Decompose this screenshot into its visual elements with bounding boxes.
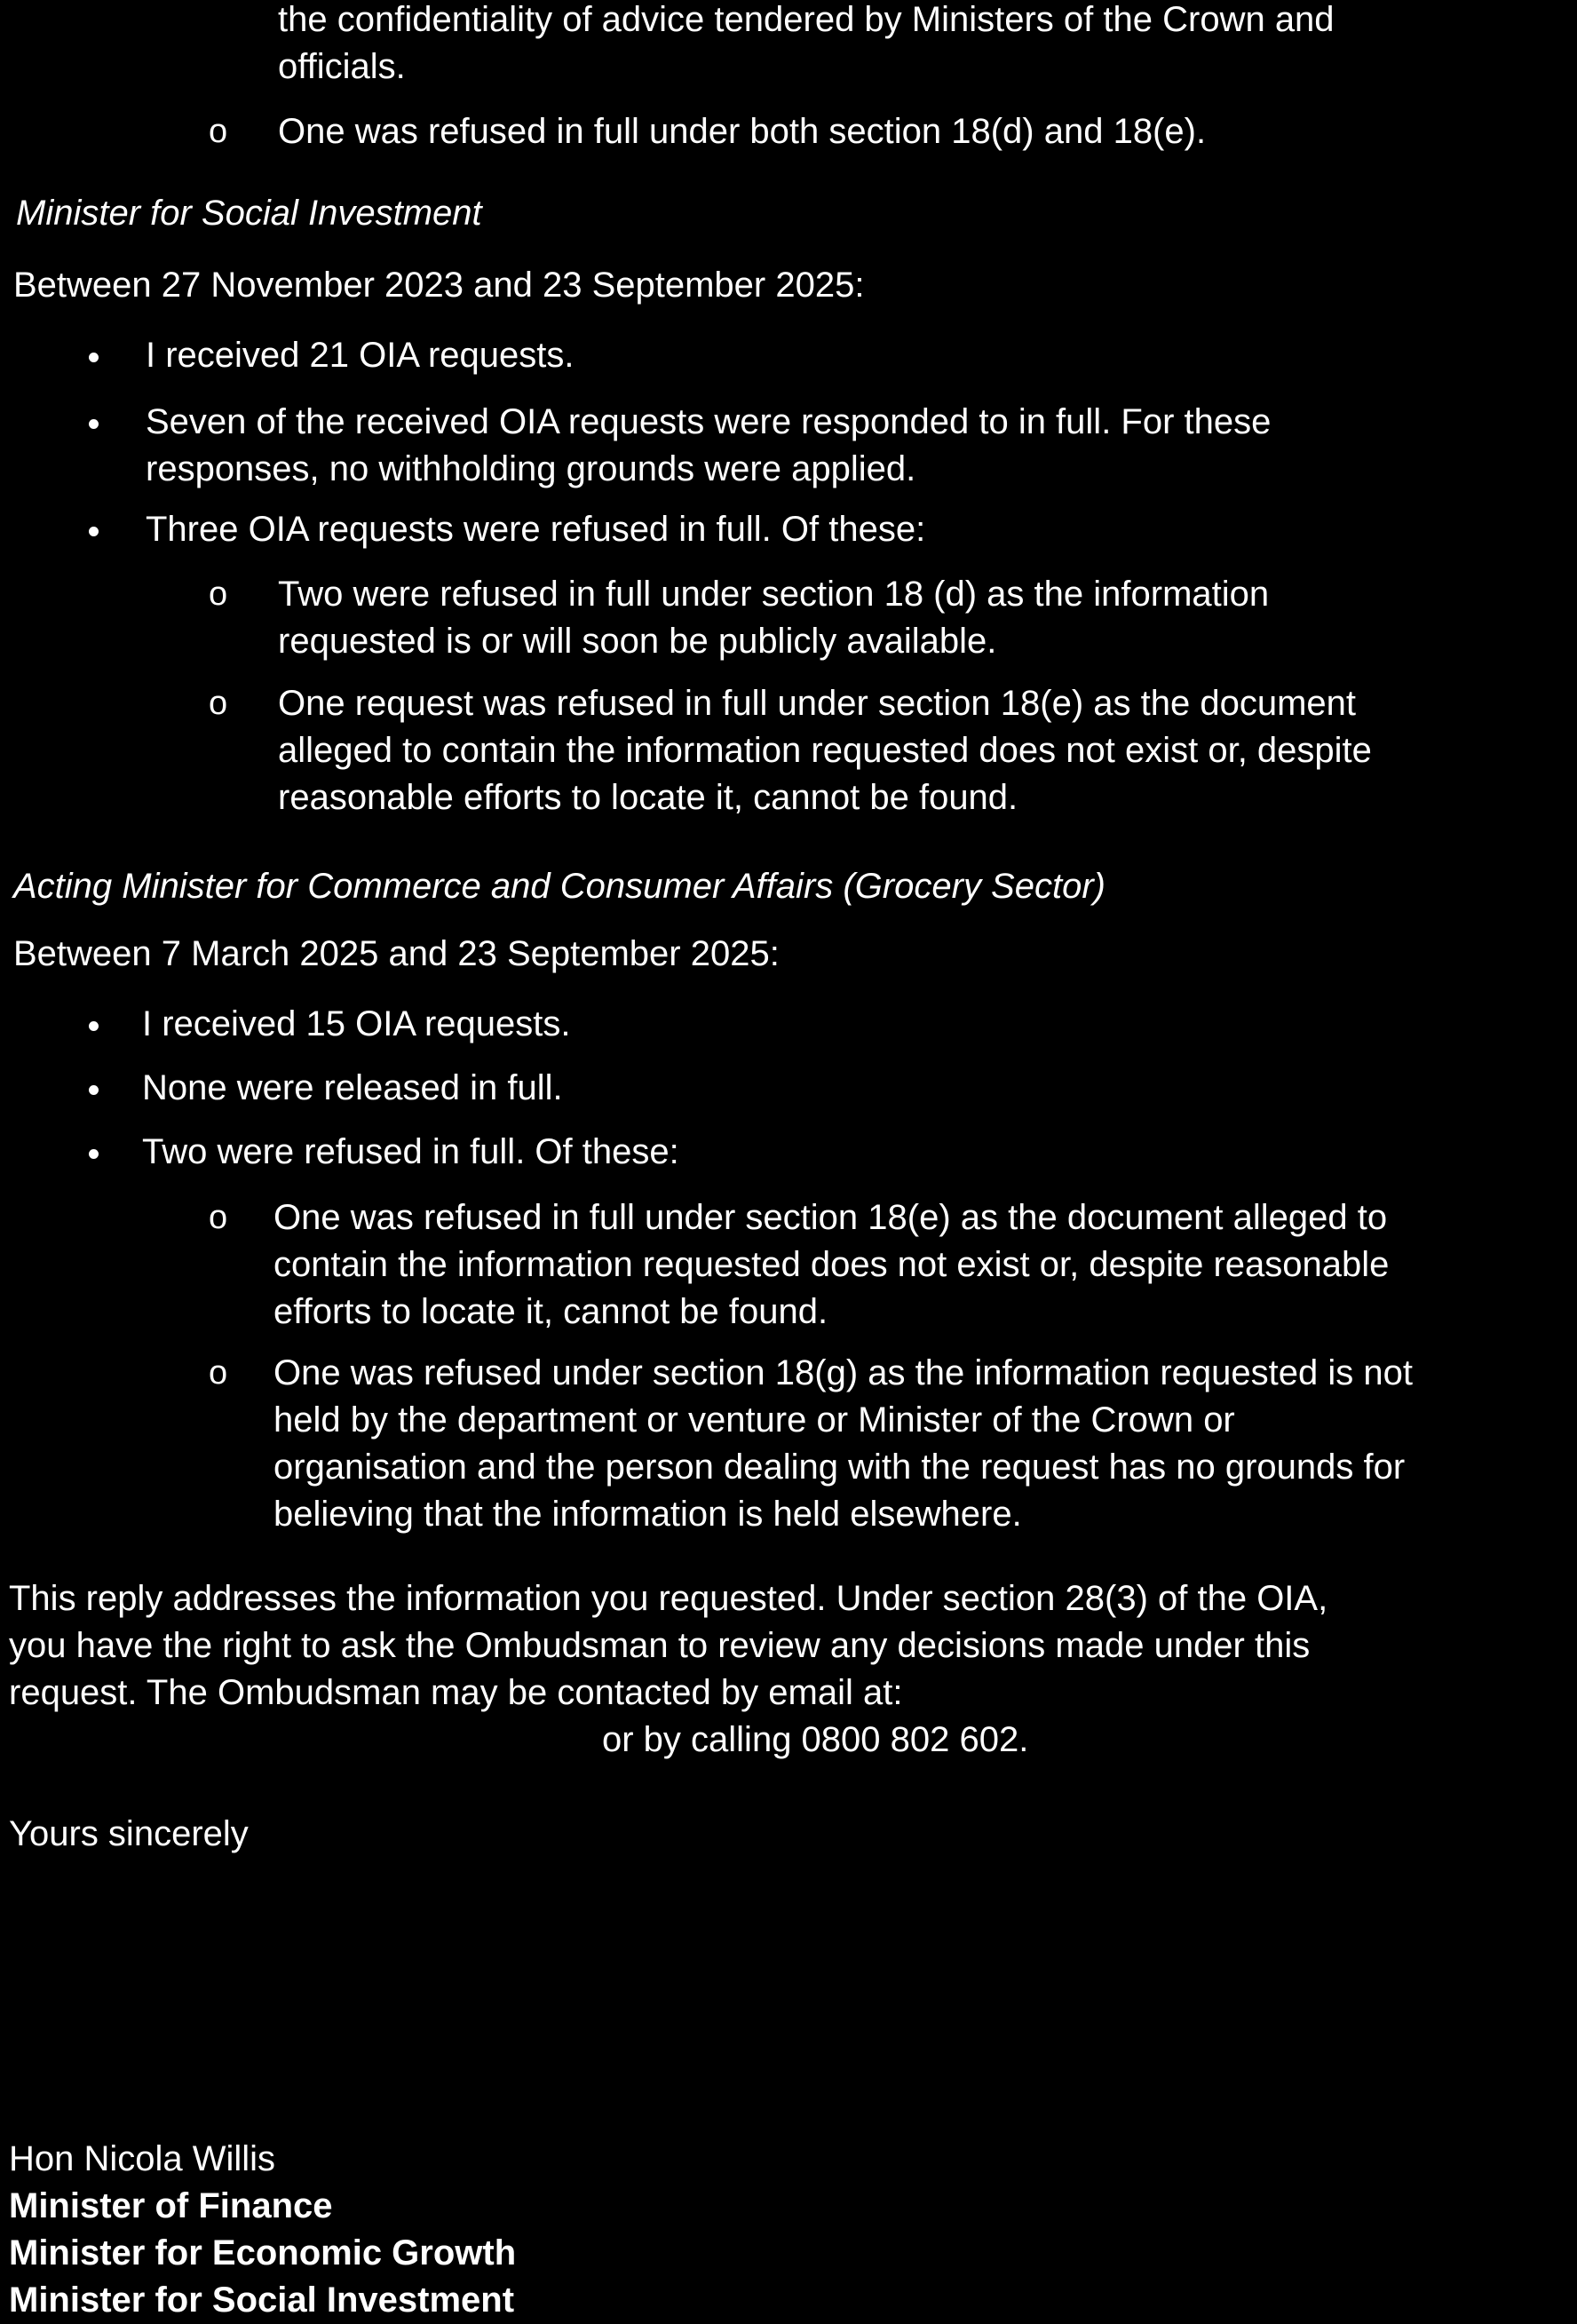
- signatory-name: Hon Nicola Willis: [9, 2139, 276, 2178]
- sub-item-text: [278, 571, 1269, 665]
- signatory-title: Minister for Social Investment: [9, 2280, 515, 2320]
- text-line: or by calling 0800 802 602.: [602, 1720, 1029, 1759]
- bullet-text: Two were refused in full. Of these:: [142, 1132, 679, 1171]
- text-line: organisation and the person dealing with the request has no grounds for: [273, 1448, 1406, 1487]
- sub-item-text: [278, 680, 1372, 821]
- signatory-title: Minister for Economic Growth: [9, 2233, 517, 2272]
- sub-item-text: One was refused in full under both section 18(d) and 18(e).: [278, 112, 1207, 151]
- text-line: contain the information requested does not exist or, despite reasonable: [273, 1245, 1390, 1284]
- text-line: reasonable efforts to locate it, cannot be found.: [278, 778, 1018, 817]
- bullet-dot: [89, 353, 99, 362]
- sub-bullet-marker: o: [209, 685, 228, 722]
- bullet-dot: [89, 1085, 99, 1095]
- signatory-title: Minister of Finance: [9, 2186, 333, 2225]
- text-line: believing that the information is held elsewhere.: [273, 1495, 1022, 1534]
- bullet-text: Three OIA requests were refused in full. Of these:: [146, 510, 926, 549]
- closing-paragraph: [9, 1575, 1327, 1717]
- text-line: requested is or will soon be publicly available.: [278, 622, 997, 661]
- text-line: Two were refused in full under section 18 (d) as the information: [278, 575, 1270, 614]
- text-line: One was refused in full under section 18(e) as the document alleged to: [273, 1198, 1388, 1237]
- section-period: Between 7 March 2025 and 23 September 2025:: [13, 934, 780, 973]
- text-line: efforts to locate it, cannot be found.: [273, 1292, 828, 1331]
- text-line: request. The Ombudsman may be contacted by email at:: [9, 1673, 903, 1712]
- continued-sub-item-text: [278, 0, 1335, 91]
- bullet-dot: [89, 419, 99, 429]
- bullet-text: None were released in full.: [142, 1068, 563, 1107]
- text-line: held by the department or venture or Minister of the Crown or: [273, 1400, 1235, 1440]
- signatory-titles: [9, 2183, 516, 2324]
- text-line: One was refused under section 18(g) as the information requested is not: [273, 1353, 1413, 1392]
- text-line: alleged to contain the information requested does not exist or, despite: [278, 731, 1372, 770]
- sub-bullet-marker: o: [209, 1199, 228, 1236]
- section-heading: Minister for Social Investment: [16, 194, 482, 233]
- sub-item-text: [273, 1350, 1413, 1538]
- text-line: officials.: [278, 47, 406, 86]
- bullet-text: responses, no withholding grounds were applied.: [146, 449, 916, 488]
- sub-bullet-marker: o: [209, 113, 228, 150]
- text-line: the confidentiality of advice tendered by Ministers of the Crown and: [278, 0, 1335, 39]
- bullet-dot: [89, 1021, 99, 1031]
- bullet-text: I received 21 OIA requests.: [146, 336, 575, 375]
- bullet-dot: [89, 527, 99, 536]
- text-line: This reply addresses the information you requested. Under section 28(3) of the OIA,: [9, 1579, 1328, 1618]
- section-heading: Acting Minister for Commerce and Consumer Affairs (Grocery Sector): [13, 867, 1105, 906]
- bullet-text: I received 15 OIA requests.: [142, 1004, 571, 1043]
- section-period: Between 27 November 2023 and 23 September 2025:: [13, 266, 865, 305]
- text-line: you have the right to ask the Ombudsman to review any decisions made under this: [9, 1626, 1311, 1665]
- text-line: One request was refused in full under section 18(e) as the document: [278, 684, 1357, 723]
- bullet-text: Seven of the received OIA requests were responded to in full. For these: [146, 402, 1272, 441]
- sub-item-text: [273, 1194, 1389, 1336]
- sub-bullet-marker: o: [209, 1354, 228, 1392]
- bullet-dot: [89, 1149, 99, 1159]
- sub-bullet-marker: o: [209, 575, 228, 613]
- signoff: Yours sincerely: [9, 1814, 249, 1853]
